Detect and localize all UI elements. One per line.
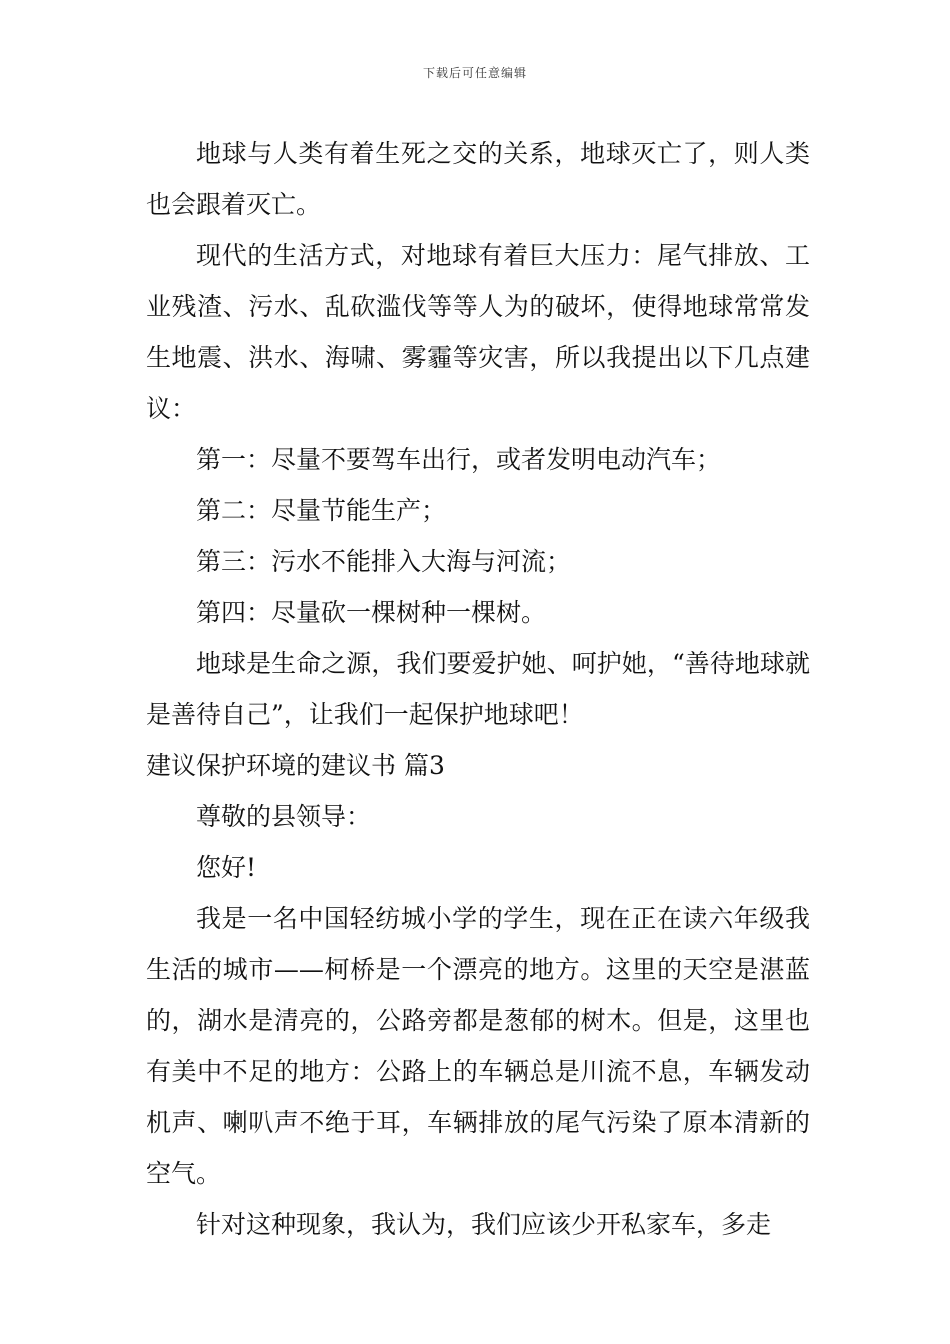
paragraph-closing: 地球是生命之源，我们要爱护她、呵护她，“善待地球就是善待自己”，让我们一起保护地球吧！ xyxy=(146,649,810,729)
paragraph-earth-relation: 地球与人类有着生死之交的关系，地球灭亡了，则人类也会跟着灭亡。 xyxy=(146,139,810,219)
suggestion-item-4: 第四：尽量砍一棵树种一棵树。 xyxy=(196,598,547,627)
letter-body-intro: 我是一名中国轻纺城小学的学生，现在正在读六年级我生活的城市——柯桥是一个漂亮的地方。这里的天空是湛蓝的，湖水是清亮的，公路旁都是葱郁的树木。但是，这里也有美中不足的地方：公路上的车辆总是川流不息，车辆发动机声、喇叭声不绝于耳，车辆排放的尾气污染了原本清新的空气。 xyxy=(146,904,810,1188)
letter-salutation: 尊敬的县领导： xyxy=(196,802,372,831)
document-body xyxy=(146,128,810,1250)
suggestion-item-2: 第二：尽量节能生产； xyxy=(196,496,447,525)
paragraph-modern-pressure: 现代的生活方式，对地球有着巨大压力：尾气排放、工业残渣、污水、乱砍滥伐等等人为的破坏，使得地球常常发生地震、洪水、海啸、雾霾等灾害，所以我提出以下几点建议： xyxy=(146,241,810,423)
page-header: 下载后可任意编辑 xyxy=(422,66,527,80)
letter-greeting: 您好! xyxy=(196,853,257,882)
suggestion-item-1: 第一：尽量不要驾车出行，或者发明电动汽车； xyxy=(196,445,722,474)
letter-body-suggestion: 针对这种现象，我认为，我们应该少开私家车，多走 xyxy=(196,1210,772,1239)
suggestion-item-3: 第三：污水不能排入大海与河流； xyxy=(196,547,572,576)
section-title: 建议保护环境的建议书 篇3 xyxy=(146,751,445,780)
